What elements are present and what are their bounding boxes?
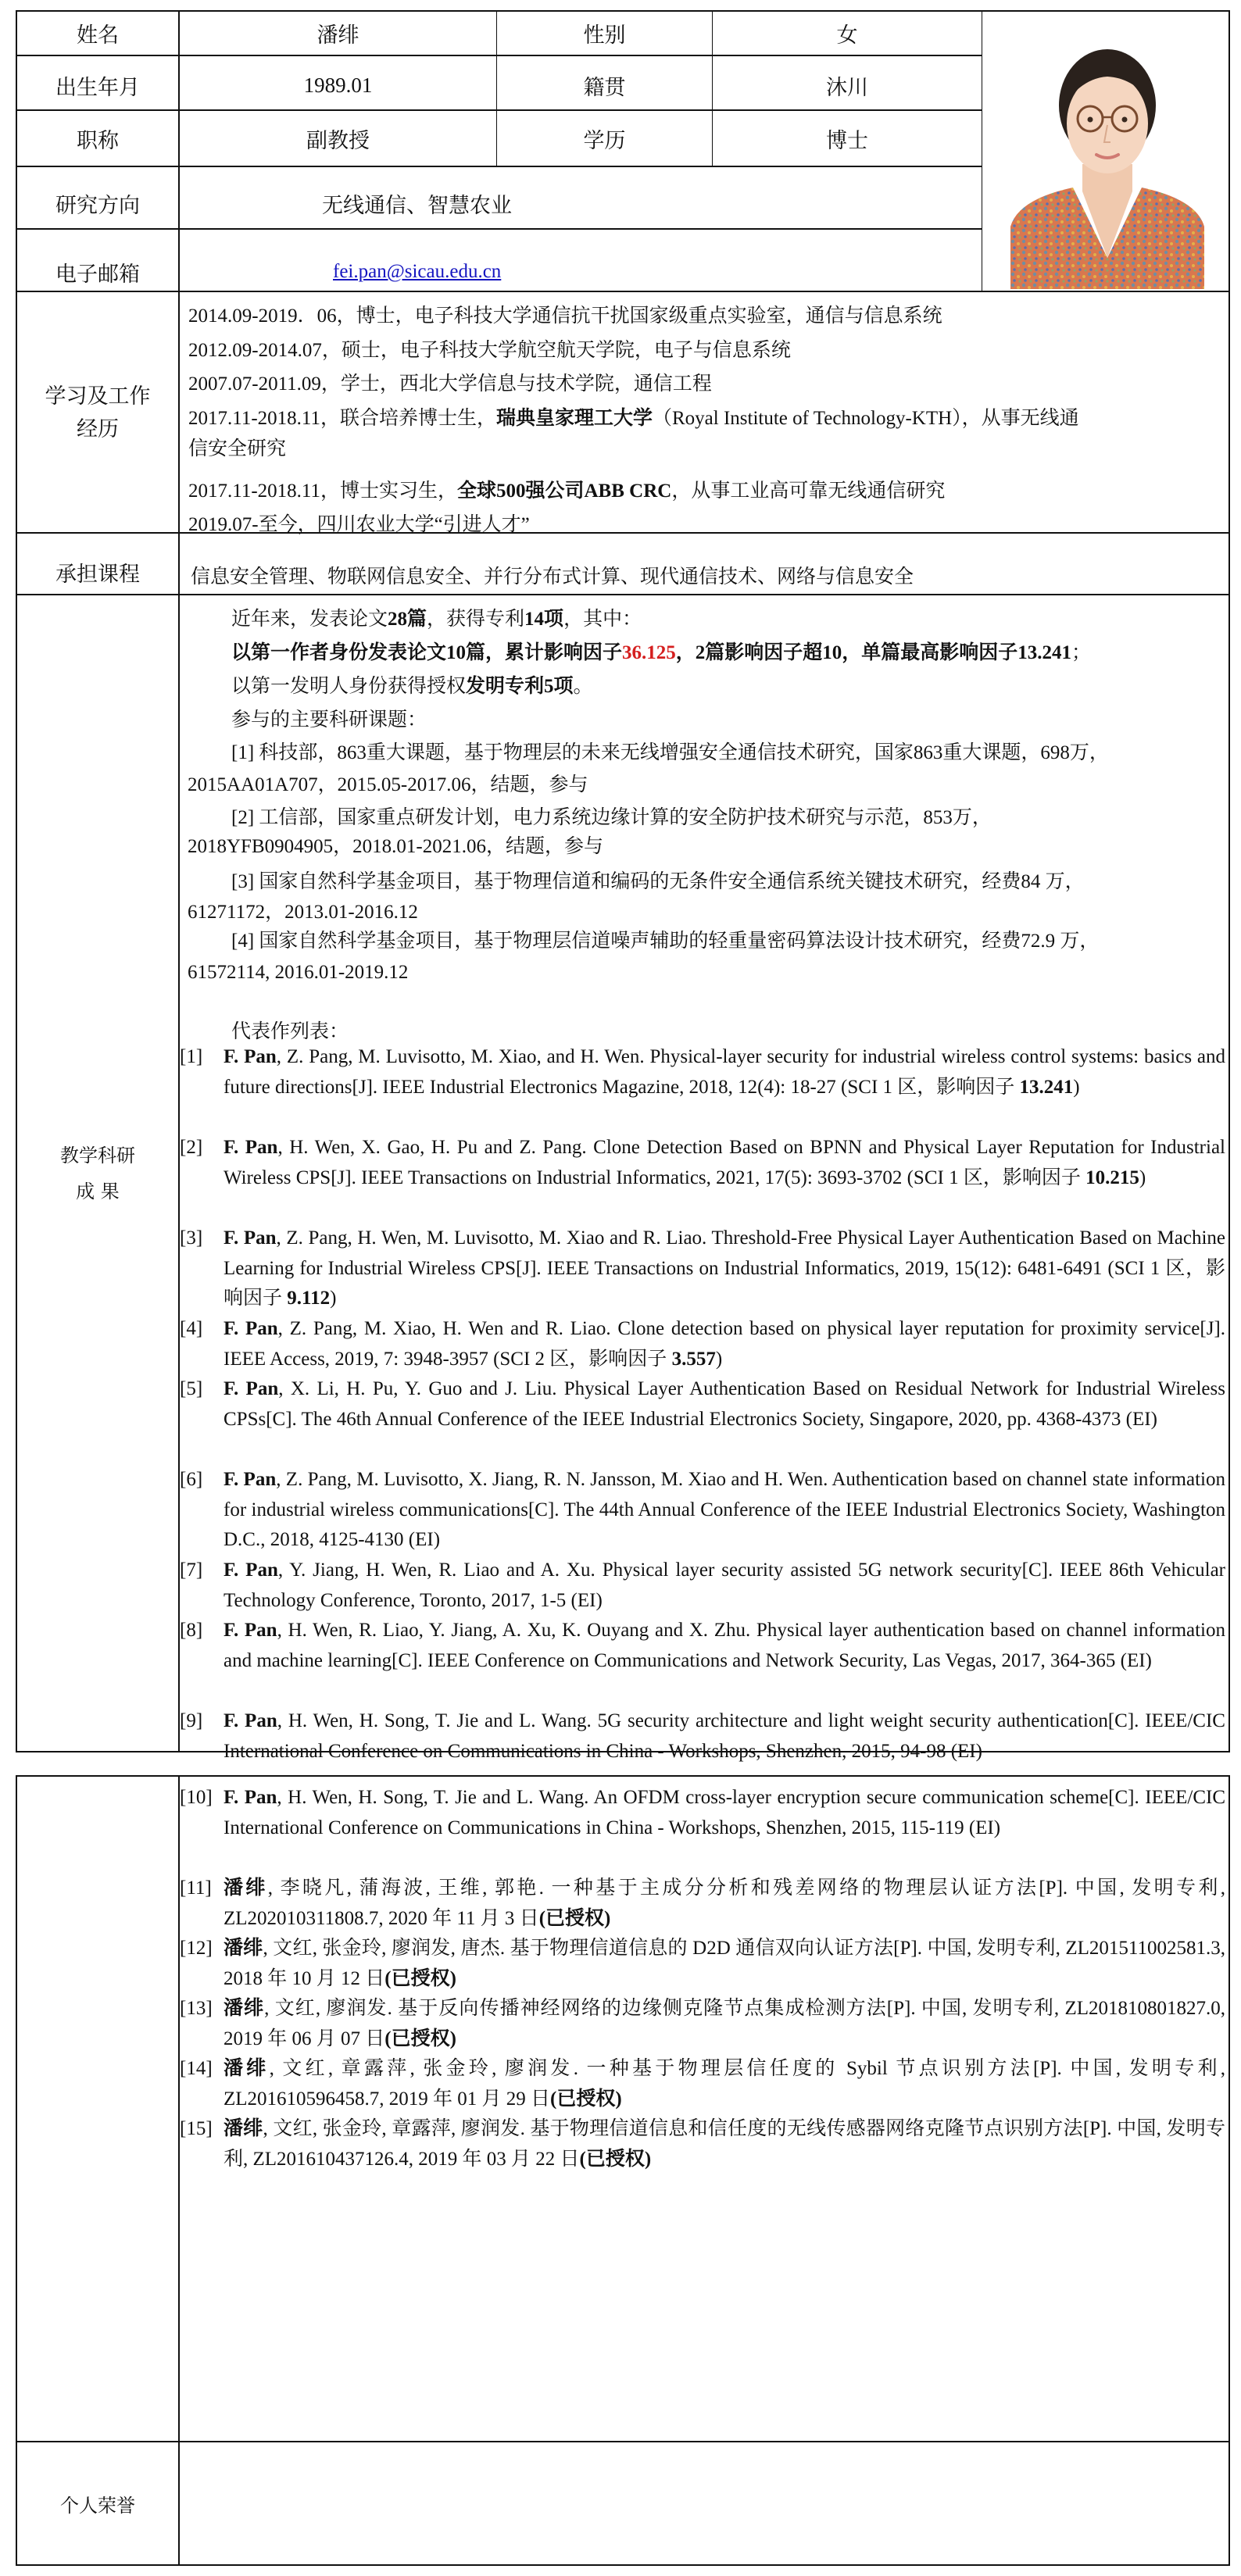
experience-label xyxy=(17,292,178,532)
honors-label: 个人荣誉 xyxy=(60,2494,135,2517)
name-label: 姓名 xyxy=(77,23,119,47)
work-citation: , 文红, 章露萍, 张金玲, 廖润发. 一种基于物理层信任度的 Sybil 节点识别方法[P]. 中国, 发明专利, ZL201610596458.7, 2019 年 01 月 29 日 xyxy=(224,2058,1225,2110)
work-item xyxy=(180,1224,1225,1314)
work-body xyxy=(224,1314,1225,1374)
impact-factor-total: 36.125 xyxy=(622,642,676,663)
work-citation: , 文红, 廖润发. 基于反向传播神经网络的边缘侧克隆节点集成检测方法[P]. 中国, 发明专利, ZL201810801827.0, 2019 年 06 月 07 日 xyxy=(224,1998,1225,2049)
border xyxy=(16,594,1230,595)
work-impact-factor: 10.215 xyxy=(1085,1167,1139,1188)
work-body xyxy=(224,1874,1225,1934)
work-item xyxy=(180,1934,1225,1994)
border xyxy=(1228,1775,1230,2566)
summary-text: 以第一作者身份发表论文10篇，累计影响因子 xyxy=(231,642,623,663)
name-value: 潘绯 xyxy=(317,23,359,47)
border xyxy=(1228,10,1230,1752)
projects-title: 参与的主要科研课题： xyxy=(231,709,427,731)
work-status: (已授权) xyxy=(550,2088,622,2110)
work-author: F. Pan xyxy=(224,1620,277,1641)
work-citation: , Y. Jiang, H. Wen, R. Liao and A. Xu. Physical layer security assisted 5G network security[C]. IEEE 86th Vehicular Technology Conference, Toronto, 2017, 1-5 (EI) xyxy=(224,1560,1225,1611)
work-number: [7] xyxy=(180,1560,203,1581)
project-item-cont: 2018YFB0904905，2018.01-2021.06，结题，参与 xyxy=(188,836,603,857)
email-cell xyxy=(180,230,982,291)
work-body xyxy=(224,1465,1225,1556)
work-item xyxy=(180,1994,1225,2054)
work-number: [15] xyxy=(180,2118,213,2139)
work-body xyxy=(224,1934,1225,1994)
work-item xyxy=(180,1042,1225,1102)
work-item xyxy=(180,1556,1225,1616)
origin-label: 籍贯 xyxy=(583,75,626,99)
birth-label: 出生年月 xyxy=(55,75,140,99)
work-author: F. Pan xyxy=(224,1046,277,1067)
work-number: [9] xyxy=(180,1710,203,1731)
experience-item-bold: 全球500强公司ABB CRC xyxy=(456,481,672,502)
work-number: [11] xyxy=(180,1878,212,1899)
experience-item: 2012.09-2014.07，硕士，电子科技大学航空航天学院，电子与信息系统 xyxy=(188,340,791,361)
work-author: F. Pan xyxy=(224,1227,277,1249)
gender-value: 女 xyxy=(836,23,858,47)
experience-item: 2014.09-2019．06，博士，电子科技大学通信抗干扰国家级重点实验室，通信与信息系统 xyxy=(188,305,942,327)
work-body xyxy=(224,1783,1225,1843)
work-body xyxy=(224,2114,1225,2174)
project-item: [4] 国家自然科学基金项目，基于物理层信道噪声辅助的轻重量密码算法设计技术研究，经费72.9 万， xyxy=(231,931,1100,952)
work-author: F. Pan xyxy=(224,1469,277,1490)
works-title: 代表作列表： xyxy=(231,1021,349,1042)
project-item-cont: 61572114, 2016.01-2019.12 xyxy=(188,962,409,983)
birth-value: 1989.01 xyxy=(303,73,373,97)
work-author: F. Pan xyxy=(224,1787,277,1808)
experience-item-cont: 信安全研究 xyxy=(188,438,287,459)
summary-text: ，2篇影响因子超10，单篇最高影响因子13.241 xyxy=(675,642,1072,663)
work-body xyxy=(224,1042,1225,1102)
work-number: [1] xyxy=(180,1046,203,1067)
border xyxy=(16,55,982,56)
work-body xyxy=(224,1556,1225,1616)
work-author: 潘绯 xyxy=(224,2118,263,2139)
work-citation: , 李晓凡, 蒲海波, 王维, 郭艳. 一种基于主成分分析和残差网络的物理层认证方法[P]. 中国, 发明专利, ZL202010311808.7, 2020 年 11 月 3 日 xyxy=(224,1878,1225,1929)
work-body xyxy=(224,1374,1225,1434)
experience-item-text: （Royal Institute of Technology-KTH），从事无线通 xyxy=(653,408,1079,429)
work-body xyxy=(224,1616,1225,1676)
experience-label-line2: 经历 xyxy=(77,416,119,441)
title-value: 副教授 xyxy=(306,128,370,152)
summary-bold: 发明专利5项 xyxy=(466,676,574,697)
work-author: 潘绯 xyxy=(224,1878,268,1899)
experience-item-text: ，从事工业高可靠无线通信研究 xyxy=(671,481,946,502)
work-number: [8] xyxy=(180,1620,203,1641)
work-end: ) xyxy=(1139,1167,1146,1188)
achievements-label-line1: 教学科研 xyxy=(60,1144,135,1167)
experience-label-line1: 学习及工作 xyxy=(45,384,151,408)
project-item: [1] 科技部，863重大课题，基于物理层的未来无线增强安全通信技术研究，国家863重大课题，698万， xyxy=(231,742,1109,763)
work-impact-factor: 3.557 xyxy=(671,1348,716,1370)
courses-value: 信息安全管理、物联网信息安全、并行分布式计算、现代通信技术、网络与信息安全 xyxy=(191,566,914,588)
work-number: [14] xyxy=(180,2058,213,2079)
email-link[interactable]: fei.pan@sicau.edu.cn xyxy=(333,261,502,282)
summary-text: ； xyxy=(1071,642,1092,663)
work-impact-factor: 9.112 xyxy=(287,1288,331,1309)
work-citation: , X. Li, H. Pu, Y. Guo and J. Liu. Physical Layer Authentication Based on Residual Network for Industrial Wireless CPSs[C]. The 46th Annual Conference of the IEEE Industrial Electronics Society, Singapore, 2020, pp. 4368-4373 (EI) xyxy=(224,1378,1225,1430)
work-author: F. Pan xyxy=(224,1137,278,1158)
work-number: [3] xyxy=(180,1227,203,1249)
experience-item-bold: 瑞典皇家理工大学 xyxy=(495,408,653,429)
summary-text: ，获得专利 xyxy=(427,609,525,630)
summary-bold: 28篇 xyxy=(388,609,427,630)
research-value: 无线通信、智慧农业 xyxy=(322,193,512,217)
work-author: F. Pan xyxy=(224,1560,278,1581)
achievements-label-line2: 成 果 xyxy=(76,1180,120,1202)
gender-label: 性别 xyxy=(583,23,626,47)
profile-photo xyxy=(1010,31,1204,289)
work-item xyxy=(180,1465,1225,1556)
work-item xyxy=(180,2114,1225,2174)
experience-item-text: 2017.11-2018.11，博士实习生， xyxy=(188,481,457,502)
work-citation: , 文红, 张金玲, 章露萍, 廖润发. 基于物理信道信息和信任度的无线传感器网络克隆节点识别方法[P]. 中国, 发明专利, ZL201610437126.4, 2019 年 03 月 22 日 xyxy=(224,2118,1225,2170)
border xyxy=(16,1775,1230,1777)
summary-text: ，其中： xyxy=(563,609,642,630)
work-item xyxy=(180,2054,1225,2114)
work-body xyxy=(224,2054,1225,2114)
degree-value: 博士 xyxy=(826,128,868,152)
work-citation: , Z. Pang, M. Xiao, H. Wen and R. Liao. Clone detection based on physical layer reputation for proximity service[J]. IEEE Access, 2019, 7: 3948-3957 (SCI 2 区，影响因子 xyxy=(224,1318,1226,1370)
work-item xyxy=(180,1706,1225,1767)
experience-item-text: 2017.11-2018.11，联合培养博士生， xyxy=(188,408,496,429)
border xyxy=(16,291,1230,292)
work-end: ) xyxy=(330,1288,337,1309)
courses-label: 承担课程 xyxy=(55,563,140,586)
work-impact-factor: 13.241 xyxy=(1019,1076,1074,1098)
origin-value: 沐川 xyxy=(826,75,868,99)
work-author: F. Pan xyxy=(224,1710,277,1731)
work-body xyxy=(224,1224,1225,1314)
work-body xyxy=(224,1706,1225,1767)
project-item-cont: 2015AA01A707，2015.05-2017.06，结题，参与 xyxy=(188,774,588,795)
work-citation: , 文红, 张金玲, 廖润发, 唐杰. 基于物理信道信息的 D2D 通信双向认证方法[P]. 中国, 发明专利, ZL201511002581.3, 2018 年 10 月 12 日 xyxy=(224,1938,1225,1989)
research-label: 研究方向 xyxy=(55,193,140,217)
work-number: [12] xyxy=(180,1938,213,1959)
work-citation: , Z. Pang, H. Wen, M. Luvisotto, M. Xiao and R. Liao. Threshold-Free Physical Layer Authentication Based on Machine Learning for Industrial Wireless CPS[J]. IEEE Transactions on Industrial Informatics, 2019, 15(12): 6481-6491 (SCI 1 区，影响因子 xyxy=(224,1227,1225,1309)
border xyxy=(16,2564,1230,2566)
work-number: [5] xyxy=(180,1378,203,1399)
summary-bold: 14项 xyxy=(524,609,564,630)
experience-item xyxy=(188,374,712,394)
work-number: [6] xyxy=(180,1469,203,1490)
person-portrait-icon xyxy=(1010,31,1204,289)
work-status: (已授权) xyxy=(538,1907,611,1929)
experience-item: 2019.07-至今，四川农业大学“引进人才” xyxy=(188,514,530,535)
work-number: [10] xyxy=(180,1787,213,1808)
summary-text: 。 xyxy=(573,676,593,697)
work-citation: , H. Wen, H. Song, T. Jie and L. Wang. An OFDM cross-layer encryption secure communication scheme[C]. IEEE/CIC International Conference on Communications in China - Workshops, Shenzhen, 2015, 115-119 (EI) xyxy=(224,1787,1226,1838)
experience-item xyxy=(188,481,945,501)
work-item xyxy=(180,1133,1225,1193)
work-number: [2] xyxy=(180,1137,203,1158)
work-author: 潘绯 xyxy=(224,2058,270,2079)
work-author: 潘绯 xyxy=(224,1938,263,1959)
work-status: (已授权) xyxy=(579,2148,652,2170)
summary-line-3 xyxy=(231,677,593,696)
summary-text: 近年来，发表论文 xyxy=(231,609,388,630)
project-item: [2] 工信部，国家重点研发计划，电力系统边缘计算的安全防护技术研究与示范，853万， xyxy=(231,807,992,828)
work-item xyxy=(180,1314,1225,1374)
experience-item xyxy=(188,409,1079,428)
summary-line-1 xyxy=(231,609,642,629)
work-status: (已授权) xyxy=(384,1967,456,1989)
work-body xyxy=(224,1994,1225,2054)
work-citation: , H. Wen, X. Gao, H. Pu and Z. Pang. Clone Detection Based on BPNN and Physical Layer Reputation for Industrial Wireless CPS[J]. IEEE Transactions on Industrial Informatics, 2021, 17(5): 3693-3702 (SCI 1 区，影响因子 xyxy=(224,1137,1225,1188)
degree-label: 学历 xyxy=(583,128,626,152)
project-item: [3] 国家自然科学基金项目，基于物理信道和编码的无条件安全通信系统关键技术研究，经费84 万， xyxy=(231,871,1085,892)
project-item-cont: 61271172，2013.01-2016.12 xyxy=(188,902,418,923)
work-citation: , Z. Pang, M. Luvisotto, M. Xiao, and H. Wen. Physical-layer security for industrial wireless control systems: basics and future directions[J]. IEEE Industrial Electronics Magazine, 2018, 12(4): 18-27 (SCI 1 区，影响因子 xyxy=(224,1046,1225,1098)
work-author: 潘绯 xyxy=(224,1998,265,2019)
title-label: 职称 xyxy=(77,128,119,152)
summary-line-2 xyxy=(231,643,1091,663)
work-end: ) xyxy=(1073,1076,1080,1098)
work-number: [4] xyxy=(180,1318,203,1339)
work-body xyxy=(224,1133,1225,1193)
work-item xyxy=(180,1783,1225,1843)
email-label: 电子邮箱 xyxy=(55,262,140,286)
work-number: [13] xyxy=(180,1998,213,2019)
experience-item-text: 2007.07-2011.09，学士，西北大学信息与技术学院，通信工程 xyxy=(188,373,712,395)
work-item xyxy=(180,1616,1225,1676)
work-author: F. Pan xyxy=(224,1378,279,1399)
work-author: F. Pan xyxy=(224,1318,278,1339)
work-end: ) xyxy=(715,1348,723,1370)
work-citation: , H. Wen, H. Song, T. Jie and L. Wang. 5G security architecture and light weight security authentication[C]. IEEE/CIC International Conference on Communications in China - Workshops, Shenzhen, 2015, 94-98 (EI) xyxy=(224,1710,1225,1762)
honors-value xyxy=(180,2442,1228,2564)
work-item xyxy=(180,1874,1225,1934)
summary-text: 以第一发明人身份获得授权 xyxy=(231,676,467,697)
work-status: (已授权) xyxy=(384,2028,456,2049)
work-item xyxy=(180,1374,1225,1434)
work-citation: , Z. Pang, M. Luvisotto, X. Jiang, R. N. Jansson, M. Xiao and H. Wen. Authentication based on channel state information for industrial wireless communications[C]. The 44th Annual Conference of the IEEE Industrial Electronics Society, Washington D.C., 2018, 4125-4130 (EI) xyxy=(224,1469,1225,1550)
achievements-label xyxy=(17,595,178,1751)
work-citation: , H. Wen, R. Liao, Y. Jiang, A. Xu, K. Ouyang and X. Zhu. Physical layer authentication based on channel information and machine learning[C]. IEEE Conference on Communications and Network Security, Las Vegas, 2017, 364-365 (EI) xyxy=(224,1620,1225,1671)
